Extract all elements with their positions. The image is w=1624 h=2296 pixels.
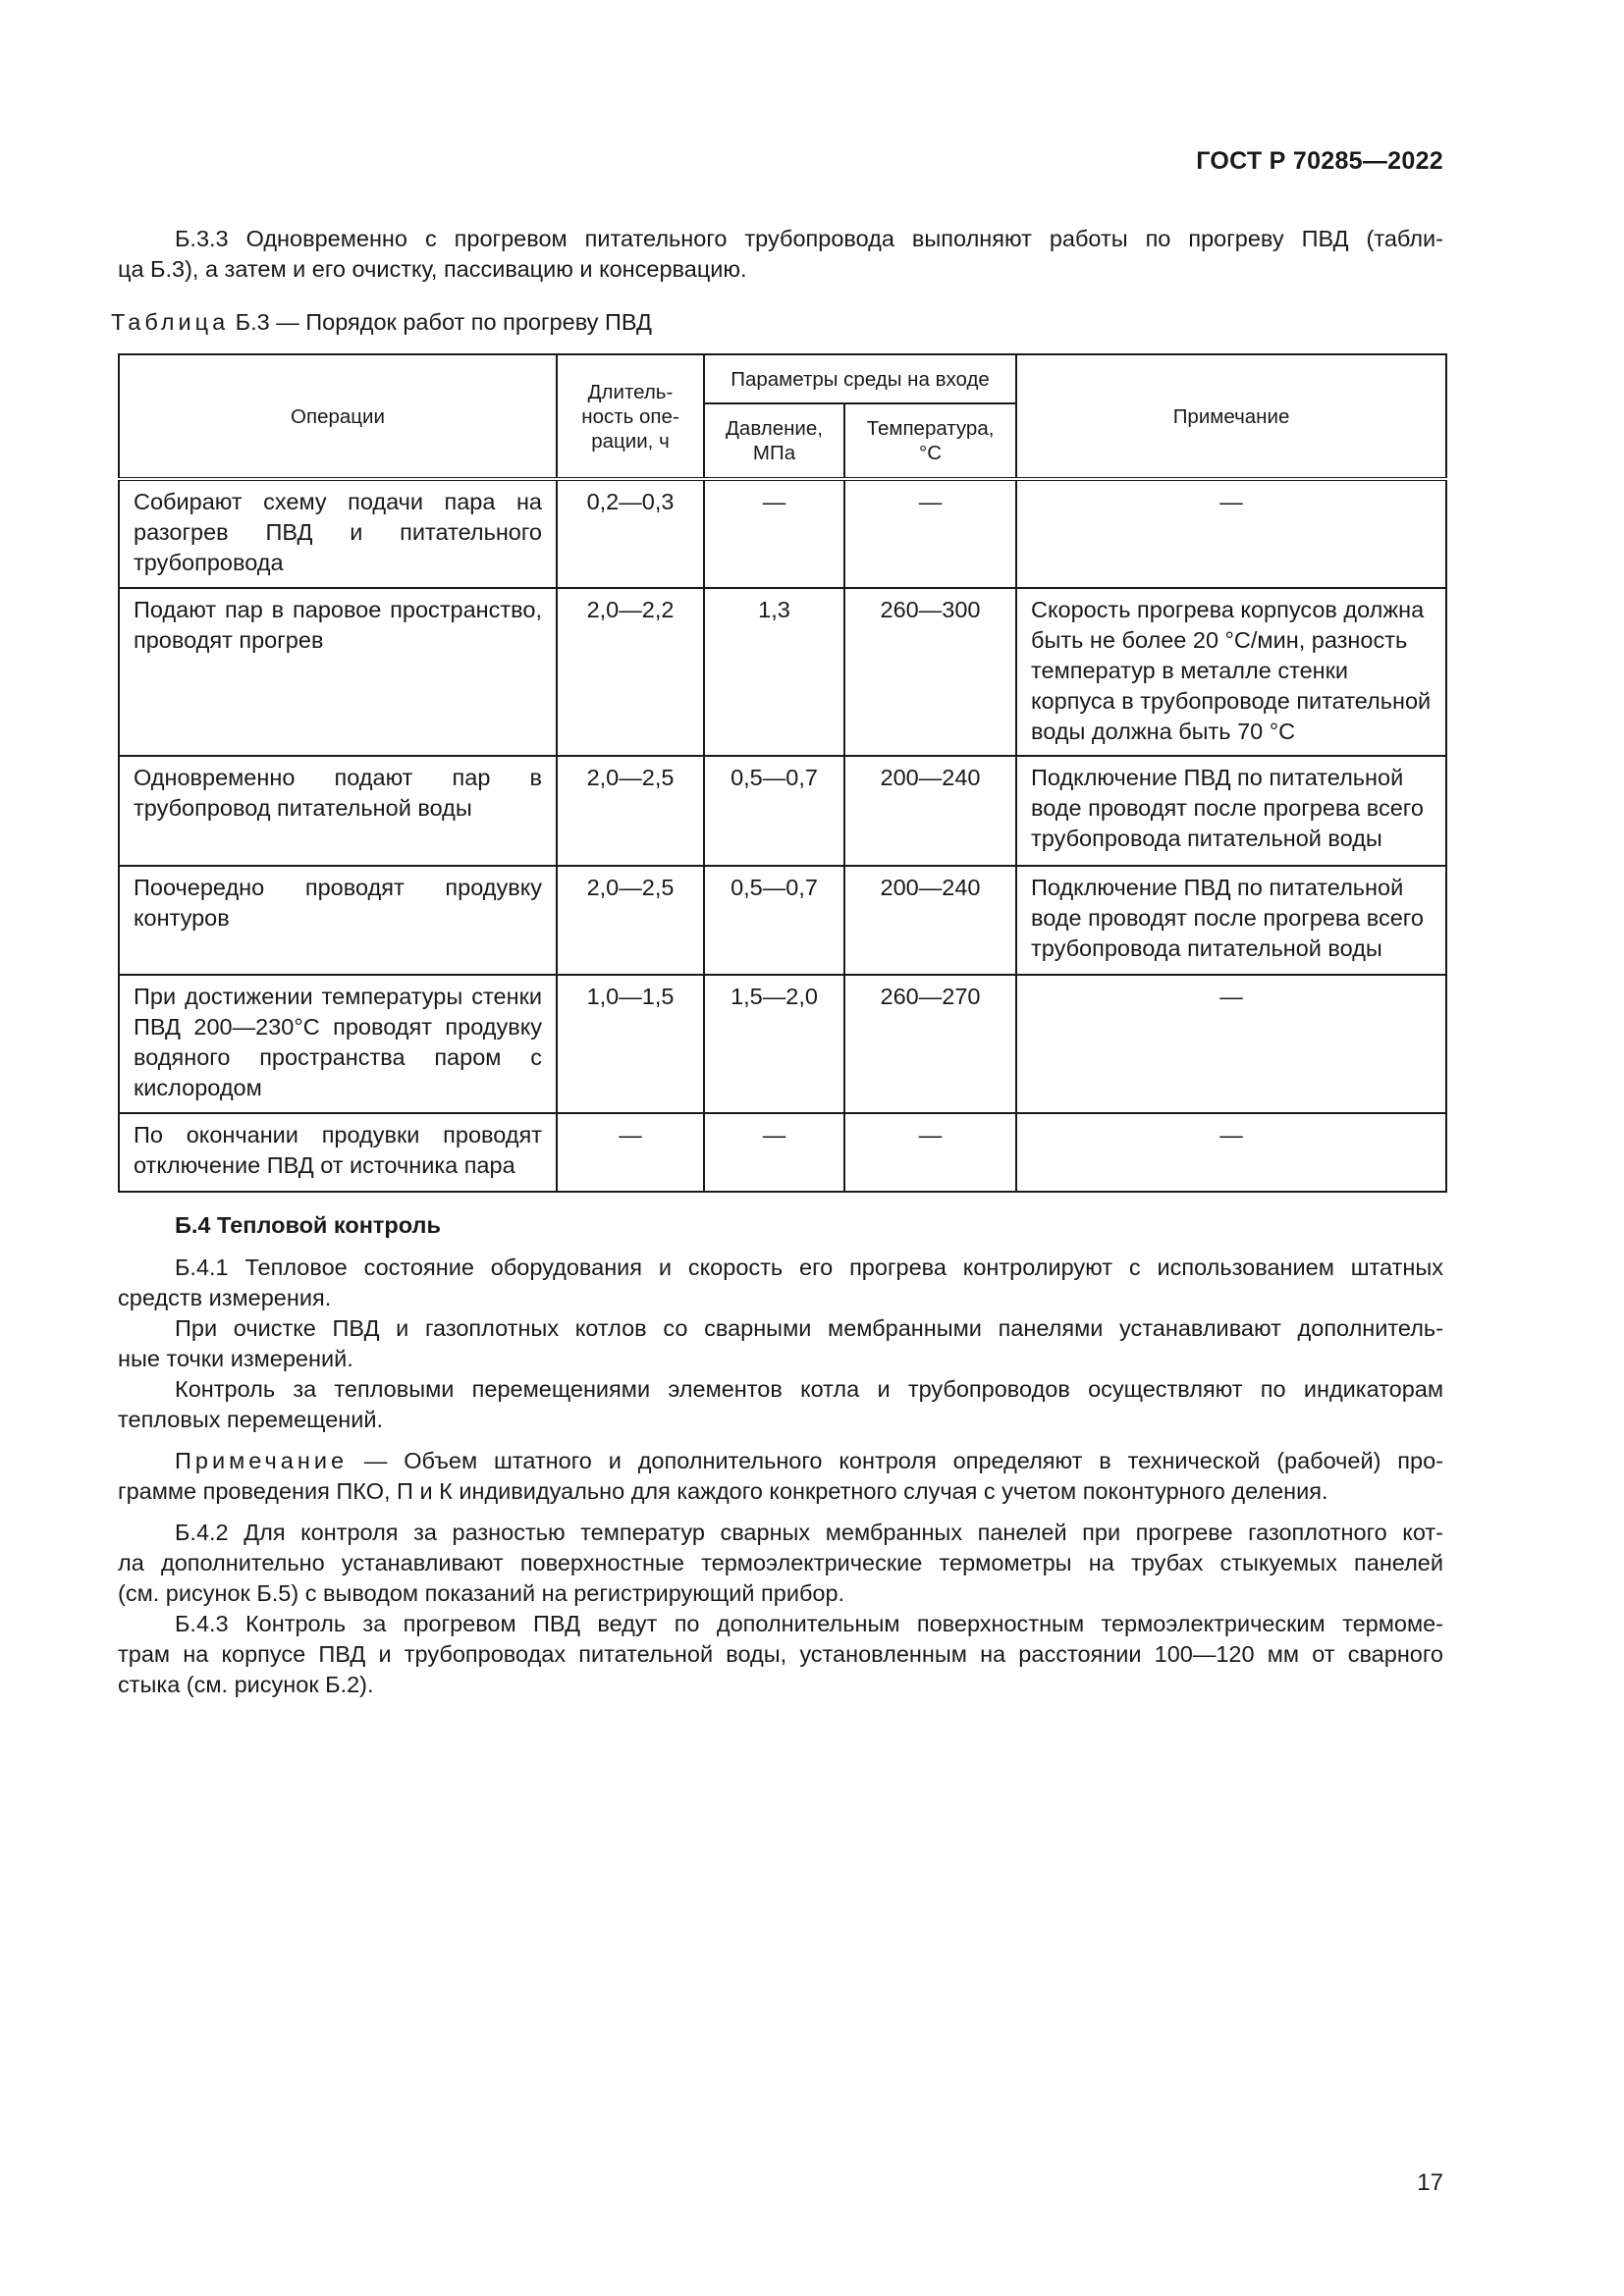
cell-temperature: 260—300 xyxy=(844,588,1016,756)
paragraph-line: ные точки измерений. xyxy=(118,1346,353,1371)
cell-operation: Собирают схему подачи пара на разогрев ПВД и питательного трубопровода xyxy=(119,479,557,588)
cell-operation: При достижении температуры стенки ПВД 200—230°С проводят продувку водяного пространства паром с кислородом xyxy=(119,975,557,1113)
paragraph-line: Б.4.3 Контроль за прогревом ПВД ведут по дополнительным поверхностным термоэлектрическим термоме- xyxy=(175,1611,1443,1636)
cell-duration: 2,0—2,2 xyxy=(557,588,704,756)
table-caption xyxy=(111,309,652,336)
paragraph-b41 xyxy=(118,1253,1443,1313)
paragraph-b33 xyxy=(118,224,1443,285)
header-duration: Длитель- ность опе- рации, ч xyxy=(557,354,704,479)
cell-duration: 2,0—2,5 xyxy=(557,866,704,975)
cell-note: Подключение ПВД по питательной воде проводят после прогрева всего трубопровода питательной воды xyxy=(1016,756,1446,866)
cell-operation: Подают пар в паровое пространство, проводят прогрев xyxy=(119,588,557,756)
paragraph-line: Контроль за тепловыми перемещениями элементов котла и трубопроводов осуществляют по индикаторам xyxy=(175,1376,1443,1402)
page-number: 17 xyxy=(1417,2169,1443,2196)
cell-temperature: 200—240 xyxy=(844,756,1016,866)
cell-pressure: — xyxy=(704,479,844,588)
paragraph-line: Б.4.2 Для контроля за разностью температур сварных мембранных панелей при прогреве газоплотного кот- xyxy=(175,1520,1443,1545)
paragraph-line: При очистке ПВД и газоплотных котлов со сварными мембранными панелями устанавливают дополнитель- xyxy=(175,1315,1443,1341)
cell-temperature: — xyxy=(844,479,1016,588)
cell-pressure: 1,5—2,0 xyxy=(704,975,844,1113)
table-caption-text: Б.3 — Порядок работ по прогреву ПВД xyxy=(229,309,652,335)
cell-operation: Одновременно подают пар в трубопровод питательной воды xyxy=(119,756,557,866)
cell-pressure: 0,5—0,7 xyxy=(704,866,844,975)
paragraph-pvd-measurement xyxy=(118,1313,1443,1374)
section-title-b4: Б.4 Тепловой контроль xyxy=(175,1212,441,1238)
note-label: Примечание xyxy=(175,1448,349,1473)
cell-note: Подключение ПВД по питательной воде проводят после прогрева всего трубопровода питательной воды xyxy=(1016,866,1446,975)
paragraph-line: грамме проведения ПКО, П и К индивидуально для каждого конкретного случая с учетом поконтурного деления. xyxy=(118,1478,1328,1504)
heating-works-table xyxy=(118,353,1447,1193)
paragraph-thermal-displacement xyxy=(118,1374,1443,1435)
cell-operation: Поочередно проводят продувку контуров xyxy=(119,866,557,975)
document-code-header: ГОСТ Р 70285—2022 xyxy=(1196,147,1443,175)
cell-duration: 1,0—1,5 xyxy=(557,975,704,1113)
paragraph-line: трам на корпусе ПВД и трубопроводах питательной воды, установленным на расстоянии 100—120 мм от сварного xyxy=(118,1641,1443,1667)
paragraph-line: ла дополнительно устанавливают поверхностные термоэлектрические термометры на трубах стыкуемых панелей xyxy=(118,1550,1443,1575)
table-row xyxy=(119,479,1446,588)
cell-pressure: — xyxy=(704,1113,844,1192)
cell-note: — xyxy=(1016,1113,1446,1192)
cell-note: — xyxy=(1016,975,1446,1113)
table-row xyxy=(119,975,1446,1113)
cell-temperature: 200—240 xyxy=(844,866,1016,975)
table-caption-label: Таблица xyxy=(111,309,230,335)
paragraph-line: Б.4.1 Тепловое состояние оборудования и скорость его прогрева контролируют с использованием штатных xyxy=(175,1255,1443,1280)
paragraph-line xyxy=(118,1446,1443,1476)
paragraph-line: тепловых перемещений. xyxy=(118,1407,384,1432)
paragraph-line: стыка (см. рисунок Б.2). xyxy=(118,1672,374,1697)
cell-duration: 0,2—0,3 xyxy=(557,479,704,588)
header-operations: Операции xyxy=(119,354,557,479)
cell-temperature: 260—270 xyxy=(844,975,1016,1113)
note-paragraph xyxy=(118,1446,1443,1507)
header-params: Параметры среды на входе xyxy=(704,354,1016,403)
paragraph-line: (см. рисунок Б.5) с выводом показаний на регистрирующий прибор. xyxy=(118,1580,845,1606)
cell-operation: По окончании продувки проводят отключение ПВД от источника пара xyxy=(119,1113,557,1192)
cell-temperature: — xyxy=(844,1113,1016,1192)
cell-note: — xyxy=(1016,479,1446,588)
paragraph-b43 xyxy=(118,1609,1443,1700)
paragraph-line: ца Б.3), а затем и его очистку, пассивацию и консервацию. xyxy=(118,256,747,282)
table-row xyxy=(119,588,1446,756)
table-row xyxy=(119,1113,1446,1192)
cell-pressure: 1,3 xyxy=(704,588,844,756)
header-temperature: Температура, °С xyxy=(844,403,1016,479)
paragraph-b42 xyxy=(118,1518,1443,1609)
cell-note: Скорость прогрева корпусов должна быть не более 20 °С/мин, разность температур в металле стенки корпуса в трубопроводе питательной воды должна быть 70 °С xyxy=(1016,588,1446,756)
header-note: Примечание xyxy=(1016,354,1446,479)
note-text: — Объем штатного и дополнительного контроля определяют в технической (рабочей) про- xyxy=(348,1448,1443,1473)
table-row xyxy=(119,866,1446,975)
cell-duration: 2,0—2,5 xyxy=(557,756,704,866)
paragraph-line: средств измерения. xyxy=(118,1285,332,1310)
table-row xyxy=(119,756,1446,866)
paragraph-line: Б.3.3 Одновременно с прогревом питательного трубопровода выполняют работы по прогреву ПВД (табли- xyxy=(175,226,1443,251)
cell-pressure: 0,5—0,7 xyxy=(704,756,844,866)
header-pressure: Давление, МПа xyxy=(704,403,844,479)
cell-duration: — xyxy=(557,1113,704,1192)
